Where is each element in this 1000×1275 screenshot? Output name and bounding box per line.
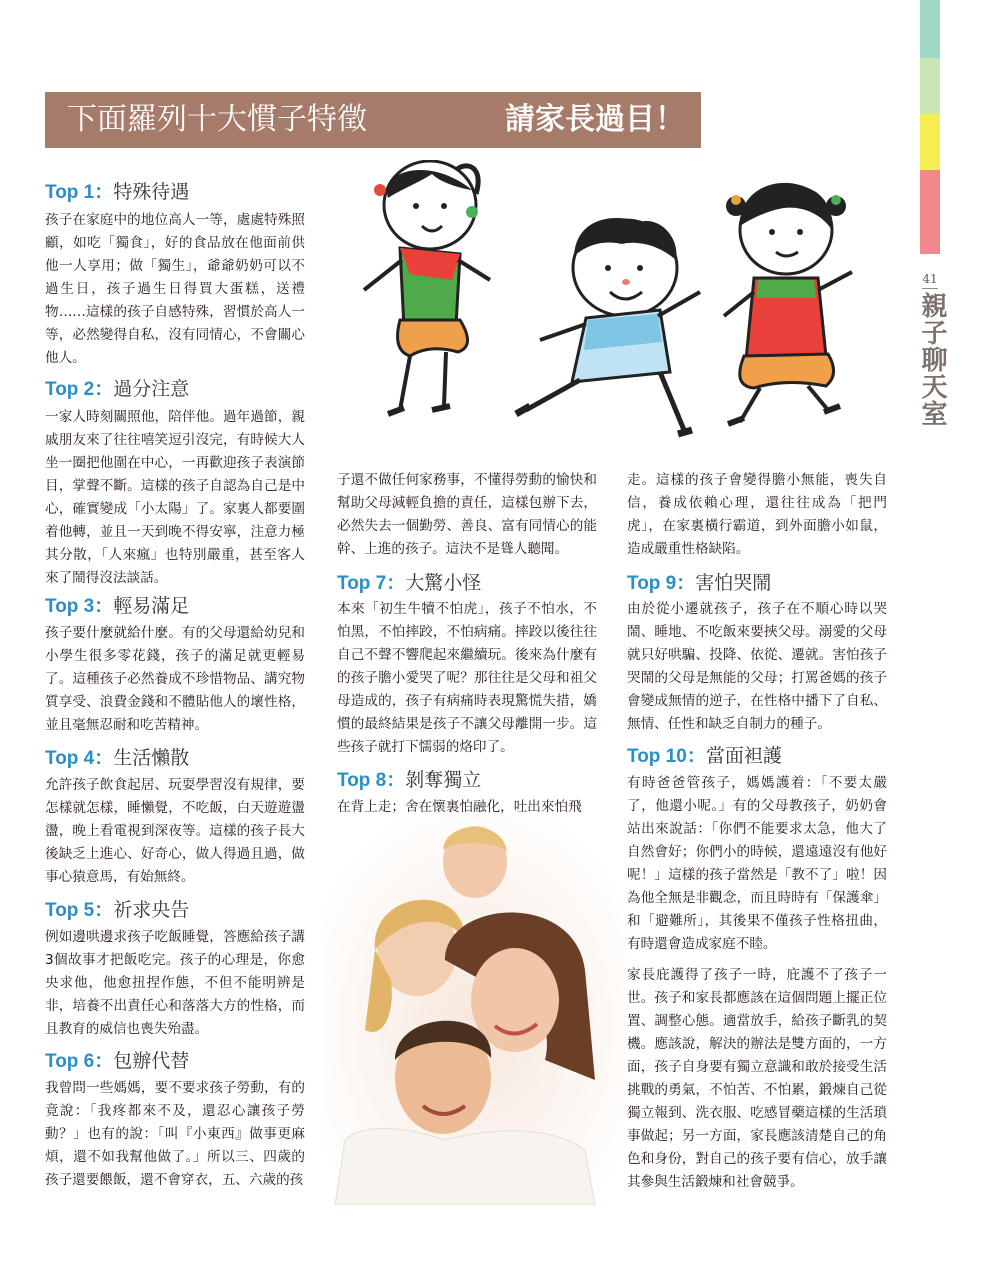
item-7-title: 大驚小怪 xyxy=(405,572,482,594)
item-5-heading xyxy=(45,897,189,924)
color-tab-yellow xyxy=(920,114,940,170)
item-6-heading xyxy=(45,1048,189,1075)
item-8-tag: Top 8： xyxy=(337,770,406,791)
page-number: 41 xyxy=(922,272,938,286)
item-3-text: 孩子要什麼就給什麼。有的父母還給幼兒和小學生很多零花錢，孩子的滿足就更輕易了。這種孩子必然養成不珍惜物品、講究物質享受、浪費金錢和不體貼他人的壞性格，並且毫無忍耐和吃苦精神。 xyxy=(45,625,305,733)
item-1-text: 孩子在家庭中的地位高人一等，處處特殊照顧，如吃「獨食」，好的食品放在他面前供他一人享用；做「獨生」，爺爺奶奶可以不過生日，孩子過生日得買大蛋糕，送禮物……這樣的孩子自感特殊，習慣於高人一等，必然變得自私，沒有同情心，不會關心他人。 xyxy=(45,212,305,366)
item-8-title: 剝奪獨立 xyxy=(405,769,482,791)
item-1-heading xyxy=(45,179,189,206)
color-tab-pink xyxy=(920,170,940,254)
headline-part2: 請家長過目！ xyxy=(505,102,685,137)
item-10-tag: Top 10： xyxy=(627,746,706,767)
item-6-title: 包辦代替 xyxy=(113,1050,190,1072)
item-8-text: 在背上走；舍在懷裏怕融化，吐出來怕飛 xyxy=(337,799,582,815)
section-title: 親子聊天室 xyxy=(917,292,947,427)
item-6-continued-text: 子還不做任何家務事，不懂得勞動的愉快和幫助父母減輕負擔的責任，這樣包辦下去，必然失去一個勤勞、善良、富有同情心的能幹、上進的孩子。這決不是聳人聽聞。 xyxy=(337,472,597,557)
item-7-tag: Top 7： xyxy=(337,573,406,594)
item-3-heading xyxy=(45,593,189,620)
item-6-text: 我曾問一些媽媽，要不要求孩子勞動，有的竟說：「我疼都來不及，還忍心讓孩子勞動？」也有的說：「叫『小東西』做事更麻煩，還不如我幫他做了。」所以三、四歲的孩子還要餵飯，還不會穿衣，五、六歲的孩 xyxy=(45,1080,305,1188)
item-2-title: 過分注意 xyxy=(113,378,190,400)
item-7-text: 本來「初生牛犢不怕虎」，孩子不怕水，不怕黑，不怕摔跤，不怕病痛。摔跤以後往往自己不聲不響爬起來繼續玩。後來為什麼有的孩子膽小愛哭了呢？那往往是父母和祖父母造成的，孩子有病痛時表現驚慌失措，嬌慣的最終結果是孩子不讓父母離開一步。這些孩子就打下懦弱的烙印了。 xyxy=(337,601,597,755)
cartoon-boy-middle xyxy=(516,218,700,434)
item-6-tag: Top 6： xyxy=(45,1051,114,1072)
item-1-tag: Top 1： xyxy=(45,182,114,203)
item-2-tag: Top 2： xyxy=(45,379,114,400)
item-1-title: 特殊待遇 xyxy=(113,181,190,203)
item-3-tag: Top 3： xyxy=(45,596,114,617)
page-number-rule xyxy=(922,288,938,289)
cartoon-girl-left xyxy=(364,161,490,414)
headline-part1: 下面羅列十大慣子特徵 xyxy=(67,102,367,137)
item-5-tag: Top 5： xyxy=(45,900,114,921)
item-4-tag: Top 4： xyxy=(45,748,114,769)
item-4-text: 允許孩子飲食起居、玩耍學習沒有規律，要怎樣就怎樣，睡懶覺，不吃飯，白天遊遊盪盪，晚上看電視到深夜等。這樣的孩子長大後缺乏上進心、好奇心，做人得過且過，做事心猿意馬，有始無終。 xyxy=(45,777,305,885)
item-10-title: 當面袒護 xyxy=(705,745,782,767)
item-4-heading xyxy=(45,745,189,772)
item-9-text: 由於從小遷就孩子，孩子在不順心時以哭鬧、睡地、不吃飯來要挾父母。溺愛的父母就只好哄騙、投降、依從、遷就。害怕孩子哭鬧的父母是無能的父母；打罵爸媽的孩子會變成無情的逆子，在性格中播下了自私、無情、任性和缺乏自制力的種子。 xyxy=(627,601,887,732)
item-7-heading xyxy=(337,570,481,597)
item-4-title: 生活懶散 xyxy=(113,747,190,769)
item-5-title: 祈求央告 xyxy=(113,899,190,921)
color-tab-mint xyxy=(920,0,940,58)
conclusion-text: 家長庇護得了孩子一時，庇護不了孩子一世。孩子和家長都應該在這個問題上擺正位置、調整心態。適當放手，給孩子斷乳的契機。應該說，解決的辦法是雙方面的，一方面，孩子自身要有獨立意識和敢於接受生活挑戰的勇氣，不怕苦、不怕累，鍛煉自己從獨立報到、洗衣服、吃感冒藥這樣的生活瑣事做起；另一方面，家長應該清楚自己的角色和身份，對自己的孩子要有信心，放手讓其參與生活鍛煉和社會競爭。 xyxy=(627,967,887,1190)
family-photo xyxy=(325,810,625,1205)
item-10-text: 有時爸爸管孩子，媽媽護着：「不要太嚴了，他還小呢。」有的父母教孩子，奶奶會站出來說話：「你們不能要求太急，他大了自然會好；你們小的時候，還遠遠沒有他好呢！」這樣的孩子當然是「教不了」啦！因為他全無是非觀念，而且時時有「保護傘」和「避難所」，其後果不僅孩子性格扭曲，有時還會造成家庭不睦。 xyxy=(627,775,887,952)
headline-banner xyxy=(45,92,701,148)
item-9-tag: Top 9： xyxy=(627,573,696,594)
item-8-continued-text: 走。這樣的孩子會變得膽小無能，喪失自信，養成依賴心理，還往往成為「把門虎」，在家裏橫行霸道，到外面膽小如鼠，造成嚴重性格缺陷。 xyxy=(627,472,887,557)
item-5-text: 例如邊哄邊求孩子吃飯睡覺，答應給孩子講3個故事才把飯吃完。孩子的心理是，你愈央求他，他愈扭捏作態，不但不能明辨是非，培養不出責任心和落落大方的性格，而且教育的威信也喪失殆盡。 xyxy=(45,929,305,1037)
color-tab-light-green xyxy=(920,58,940,114)
item-8-heading xyxy=(337,767,481,794)
item-3-title: 輕易滿足 xyxy=(113,595,190,617)
cartoon-girl-right xyxy=(724,183,852,424)
item-9-heading xyxy=(627,570,771,597)
item-2-heading xyxy=(45,376,189,403)
item-9-title: 害怕哭鬧 xyxy=(695,572,772,594)
cartoon-children-illustration xyxy=(340,160,900,460)
item-10-heading xyxy=(627,743,782,770)
item-2-text: 一家人時刻關照他，陪伴他。過年過節，親戚朋友來了往往嘻笑逗引沒完，有時候大人坐一圈把他圍在中心，一再歡迎孩子表演節目，掌聲不斷。這樣的孩子自認為自己是中心，確實變成「小太陽」了。家裏人都要圍着他轉，並且一天到晚不得安寧，注意力極其分散，「人來瘋」也特別嚴重，甚至客人來了鬧得沒法談話。 xyxy=(45,409,305,586)
